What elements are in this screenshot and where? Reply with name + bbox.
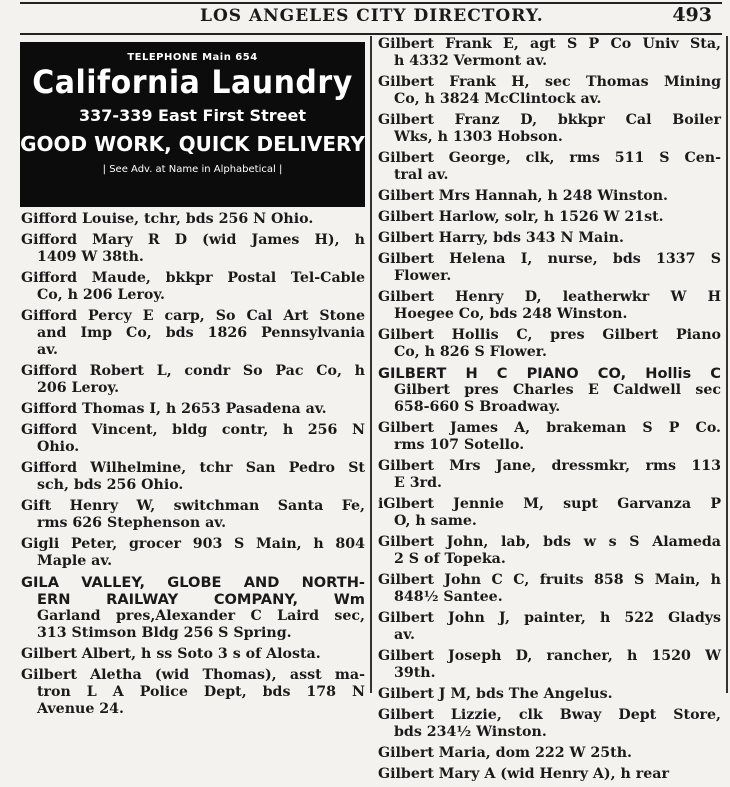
entry-line: Gilbert Franz D, bkkpr Cal Boiler bbox=[378, 112, 721, 128]
directory-entry bbox=[378, 420, 721, 454]
entry-line: Gilbert John, lab, bds w s S Alameda bbox=[378, 534, 721, 550]
directory-entry bbox=[378, 572, 721, 606]
directory-entry bbox=[21, 460, 365, 494]
entry-line: GILA VALLEY, GLOBE AND NORTH- bbox=[21, 574, 365, 591]
entry-line: Gifford Percy E carp, So Cal Art Stone bbox=[21, 308, 365, 324]
directory-entry bbox=[378, 188, 721, 205]
entry-line: Gilbert Aletha (wid Thomas), asst ma- bbox=[21, 667, 365, 683]
business-listing bbox=[21, 574, 365, 642]
entry-line: rms 107 Sotello. bbox=[394, 437, 525, 453]
directory-entry bbox=[378, 289, 721, 323]
entry-line: tron L A Police Dept, bds 178 N bbox=[37, 684, 365, 700]
entry-line: Flower. bbox=[394, 268, 452, 284]
entry-line: Gilbert John J, painter, h 522 Gladys bbox=[378, 610, 721, 626]
directory-entry bbox=[378, 327, 721, 361]
entry-line: rms 626 Stephenson av. bbox=[37, 515, 227, 531]
directory-title: LOS ANGELES CITY DIRECTORY. bbox=[200, 6, 544, 26]
entry-line: sch, bds 256 Ohio. bbox=[37, 477, 184, 493]
entry-line: Gilbert Frank H, sec Thomas Mining bbox=[378, 74, 721, 90]
directory-entry bbox=[21, 232, 365, 266]
column-divider bbox=[370, 36, 372, 693]
directory-entry bbox=[378, 496, 721, 530]
directory-entry bbox=[378, 251, 721, 285]
right-border bbox=[726, 36, 728, 693]
entry-line: 2 S of Topeka. bbox=[394, 551, 506, 567]
entry-line: Co, h 826 S Flower. bbox=[394, 344, 547, 360]
directory-entry bbox=[378, 610, 721, 644]
ad-slogan: GOOD WORK, QUICK DELIVERY bbox=[20, 132, 365, 156]
entry-line: 39th. bbox=[394, 665, 436, 681]
directory-entry bbox=[378, 766, 721, 783]
page-header bbox=[20, 6, 722, 30]
directory-entry bbox=[21, 536, 365, 570]
entry-line: 848½ Santee. bbox=[394, 589, 503, 605]
entry-line: Wks, h 1303 Hobson. bbox=[394, 129, 563, 145]
directory-entry bbox=[21, 308, 365, 359]
directory-entry bbox=[21, 646, 365, 663]
entry-line: Garland pres,Alexander C Laird sec, bbox=[37, 608, 365, 624]
entry-line: bds 234½ Winston. bbox=[394, 724, 547, 740]
entry-line: iGlbert Jennie M, supt Garvanza P bbox=[378, 496, 721, 512]
directory-entry bbox=[378, 150, 721, 184]
entry-line: Gilbert Joseph D, rancher, h 1520 W bbox=[378, 648, 721, 664]
ad-reference: | See Adv. at Name in Alphabetical | bbox=[102, 164, 283, 175]
entry-line: Gilbert Frank E, agt S P Co Univ Sta, bbox=[378, 36, 721, 52]
entry-line: Gifford Mary R D (wid James H), h bbox=[21, 232, 365, 248]
entry-line: Gilbert James A, brakeman S P Co. bbox=[378, 420, 721, 436]
directory-entry bbox=[21, 363, 365, 397]
entry-line: Gilbert Lizzie, clk Bway Dept Store, bbox=[378, 707, 721, 723]
directory-entry bbox=[378, 74, 721, 108]
entry-line: Gifford Louise, tchr, bds 256 N Ohio. bbox=[21, 211, 314, 227]
entry-line: av. bbox=[37, 342, 58, 358]
entry-line: 1409 W 38th. bbox=[37, 249, 144, 265]
directory-entry bbox=[21, 270, 365, 304]
entry-line: Gilbert Harry, bds 343 N Main. bbox=[378, 230, 624, 246]
directory-entry bbox=[21, 401, 365, 418]
entry-line: GILBERT H C PIANO CO, Hollis C bbox=[378, 365, 721, 382]
entry-line: Gifford Robert L, condr So Pac Co, h bbox=[21, 363, 365, 379]
directory-entry bbox=[21, 498, 365, 532]
california-laundry-ad bbox=[20, 42, 365, 207]
entry-line: 206 Leroy. bbox=[37, 380, 120, 396]
directory-entry bbox=[378, 209, 721, 226]
entry-line: Avenue 24. bbox=[37, 701, 124, 717]
directory-entry bbox=[378, 648, 721, 682]
entry-line: Gilbert Henry D, leatherwkr W H bbox=[378, 289, 721, 305]
left-column bbox=[21, 211, 365, 722]
entry-line: E 3rd. bbox=[394, 475, 442, 491]
entry-line: Gilbert pres Charles E Caldwell sec bbox=[394, 382, 721, 398]
top-rule bbox=[20, 2, 722, 4]
entry-line: 313 Stimson Bldg 256 S Spring. bbox=[37, 625, 292, 641]
entry-line: Gifford Vincent, bldg contr, h 256 N bbox=[21, 422, 365, 438]
entry-line: Gifford Thomas I, h 2653 Pasadena av. bbox=[21, 401, 327, 417]
ad-address: 337-339 East First Street bbox=[79, 106, 306, 125]
entry-line: Gilbert Albert, h ss Soto 3 s of Alosta. bbox=[21, 646, 321, 662]
entry-line: Gilbert Hollis C, pres Gilbert Piano bbox=[378, 327, 721, 343]
entry-line: av. bbox=[394, 627, 415, 643]
entry-line: O, h same. bbox=[394, 513, 477, 529]
entry-line: Gilbert Mary A (wid Henry A), h rear bbox=[378, 766, 669, 782]
directory-entry bbox=[378, 36, 721, 70]
entry-line: Gilbert John C C, fruits 858 S Main, h bbox=[378, 572, 721, 588]
entry-line: Gifford Wilhelmine, tchr San Pedro St bbox=[21, 460, 365, 476]
directory-entry bbox=[378, 458, 721, 492]
entry-line: Co, h 3824 McClintock av. bbox=[394, 91, 602, 107]
entry-line: Gilbert Helena I, nurse, bds 1337 S bbox=[378, 251, 721, 267]
entry-line: tral av. bbox=[394, 167, 449, 183]
entry-line: Gigli Peter, grocer 903 S Main, h 804 bbox=[21, 536, 365, 552]
right-column bbox=[378, 36, 721, 787]
entry-line: Maple av. bbox=[37, 553, 113, 569]
directory-entry bbox=[378, 534, 721, 568]
entry-line: and Imp Co, bds 1826 Pennsylvania bbox=[37, 325, 365, 341]
entry-line: Co, h 206 Leroy. bbox=[37, 287, 165, 303]
page-number: 493 bbox=[672, 4, 712, 26]
entry-line: Gilbert George, clk, rms 511 S Cen- bbox=[378, 150, 721, 166]
entry-line: Gift Henry W, switchman Santa Fe, bbox=[21, 498, 365, 514]
directory-entry bbox=[378, 686, 721, 703]
entry-line: Ohio. bbox=[37, 439, 80, 455]
business-listing bbox=[378, 365, 721, 416]
directory-entry bbox=[21, 422, 365, 456]
entry-line: Gilbert Mrs Jane, dressmkr, rms 113 bbox=[378, 458, 721, 474]
entry-line: Gilbert Harlow, solr, h 1526 W 21st. bbox=[378, 209, 664, 225]
entry-line: 658-660 S Broadway. bbox=[394, 399, 561, 415]
directory-entry bbox=[378, 745, 721, 762]
entry-line: Gilbert Mrs Hannah, h 248 Winston. bbox=[378, 188, 668, 204]
directory-entry bbox=[378, 230, 721, 247]
entry-line: Gilbert Maria, dom 222 W 25th. bbox=[378, 745, 632, 761]
ad-business-name: California Laundry bbox=[32, 63, 353, 102]
directory-entry bbox=[378, 707, 721, 741]
entry-line: h 4332 Vermont av. bbox=[394, 53, 548, 69]
directory-entry bbox=[21, 211, 365, 228]
entry-line: Gifford Maude, bkkpr Postal Tel-Cable bbox=[21, 270, 365, 286]
header-rule bbox=[20, 33, 722, 35]
entry-line: ERN RAILWAY COMPANY, Wm bbox=[37, 591, 365, 608]
entry-line: Gilbert J M, bds The Angelus. bbox=[378, 686, 613, 702]
ad-telephone: TELEPHONE Main 654 bbox=[127, 52, 258, 63]
entry-line: Hoegee Co, bds 248 Winston. bbox=[394, 306, 628, 322]
directory-entry bbox=[378, 112, 721, 146]
